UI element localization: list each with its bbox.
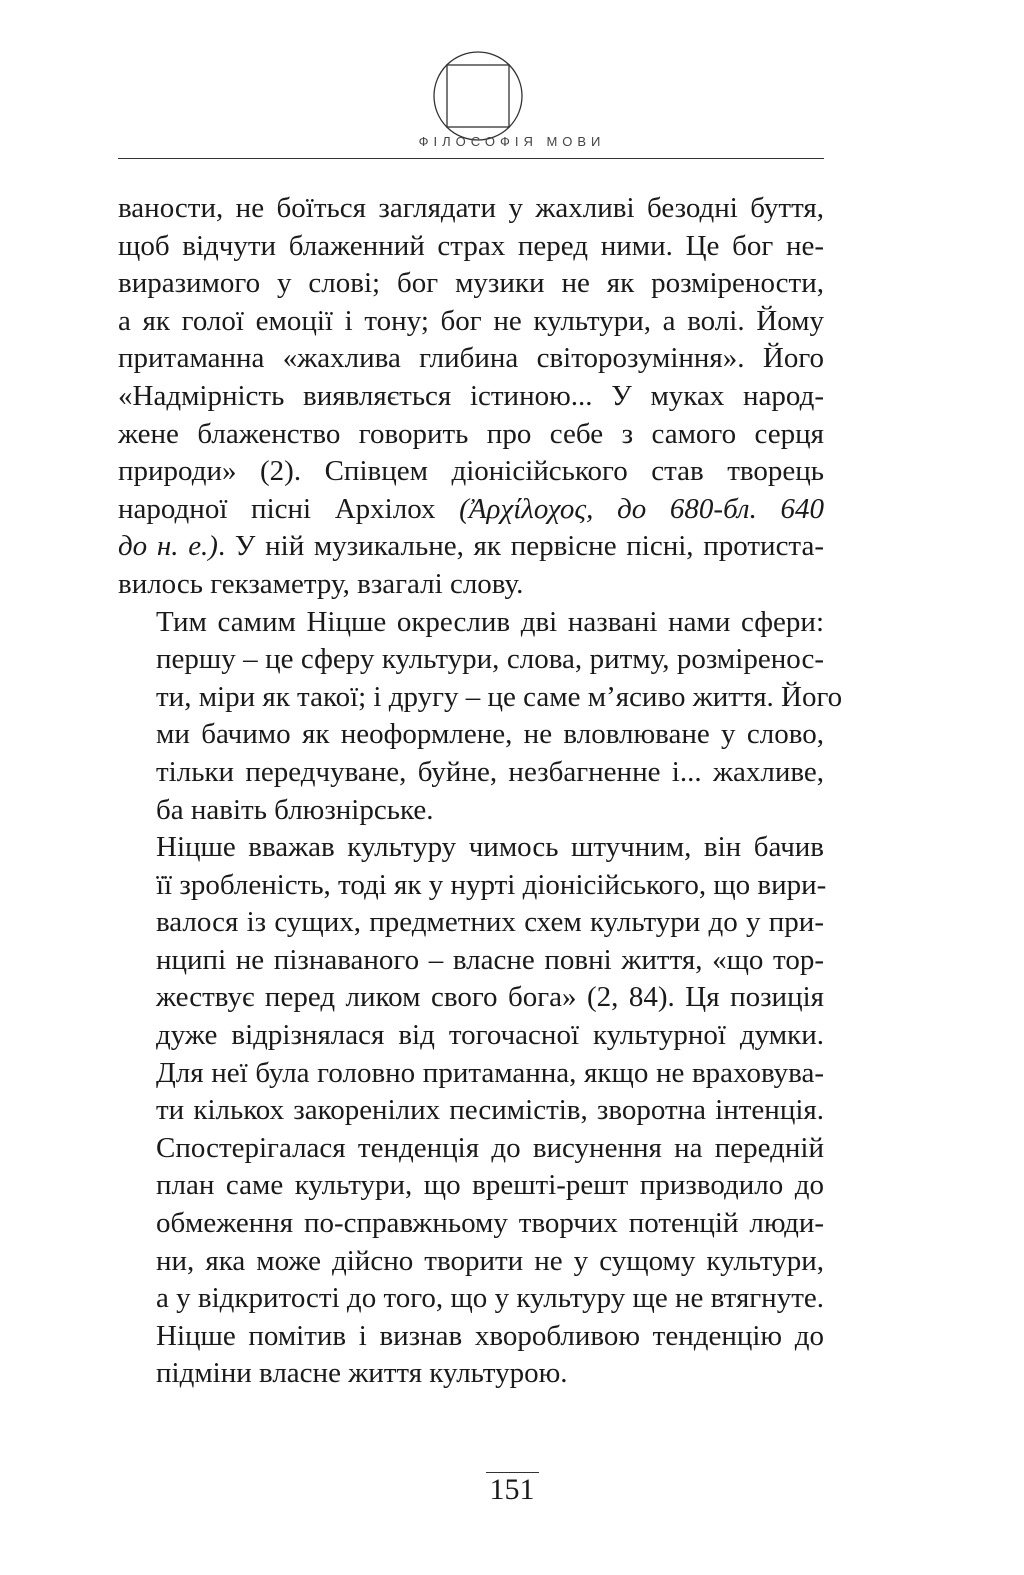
text-line: жествує перед ликом свого бога» (2, 84). Ця позиція bbox=[156, 981, 824, 1014]
text-line: валося із сущих, предметних схем культури до у при- bbox=[156, 906, 824, 939]
text-line: Тим самим Ніцше окреслив дві названі нами сфери: bbox=[156, 605, 824, 638]
text-line: дуже відрізнялася від тогочасної культурної думки. bbox=[156, 1019, 824, 1052]
text-line: підміни власне життя культурою. bbox=[156, 1357, 568, 1390]
paragraph-3 bbox=[118, 829, 827, 1393]
text-line: а у відкритості до того, що у культуру ще не втягнуте. bbox=[156, 1282, 824, 1315]
text-line: Ніцше вважав культуру чимось штучним, він бачив bbox=[156, 831, 824, 864]
paragraph-2 bbox=[118, 604, 843, 830]
text-line: притаманна «жахлива глибина світорозуміння». Його bbox=[118, 342, 824, 375]
text-line: щоб відчути блаженний страх перед ними. Це бог не- bbox=[118, 229, 824, 262]
text-line: план саме культури, що врешті-решт призводило до bbox=[156, 1169, 824, 1202]
page-number-value: 151 bbox=[486, 1472, 539, 1507]
text-line: виразимого у слові; бог музики не як розмірености, bbox=[118, 267, 824, 300]
text-line: тільки передчуване, буйне, незбагненне і... жахливе, bbox=[156, 755, 824, 788]
text-line: Для неї була головно притаманна, якщо не враховува- bbox=[156, 1056, 824, 1089]
running-head-title: ФІЛОСОФІЯ МОВИ bbox=[418, 134, 606, 149]
text-line: її зробленість, тоді як у нурті діонісійського, що вири- bbox=[156, 868, 827, 901]
page-number bbox=[0, 1472, 1024, 1507]
text-line: обмеження по-справжньому творчих потенцій люди- bbox=[156, 1207, 824, 1240]
text-line: першу – це сферу культури, слова, ритму, розміренос- bbox=[156, 643, 824, 676]
text-line: жене блаженство говорить про себе з самого серця bbox=[118, 417, 824, 450]
text-line: Ніцше помітив і визнав хворобливою тенденцію до bbox=[156, 1319, 824, 1352]
text-line: ти, міри як такої; і другу – це саме м’ясиво життя. Його bbox=[156, 680, 843, 713]
text-line: ни, яка може дійсно творити не у сущому культури, bbox=[156, 1244, 824, 1277]
circle-square-emblem-icon bbox=[432, 50, 524, 142]
text-line: природи» (2). Співцем діонісійського став творець bbox=[118, 455, 824, 488]
text-line: «Надмірність виявляється істиною... У муках народ- bbox=[118, 379, 824, 412]
header-rule bbox=[118, 158, 824, 159]
italic-citation: до н. е.) bbox=[118, 530, 218, 563]
text-line: Спостерігалася тенденція до висунення на передній bbox=[156, 1131, 824, 1164]
text-line: ти кількох закоренілих песимістів, зворотна інтенція. bbox=[156, 1094, 824, 1127]
text-line: ваности, не боїться заглядати у жахливі безодні буття, bbox=[118, 192, 824, 224]
text-fragment: . У ній музикальне, як первісне пісні, протиста- bbox=[217, 530, 824, 563]
body-text bbox=[118, 190, 843, 1393]
paragraph-1 bbox=[118, 190, 824, 604]
text-line bbox=[118, 528, 824, 566]
text-line: ми бачимо як неоформлене, не вловлюване у слово, bbox=[156, 718, 824, 751]
text-line: вилось гекзаметру, взагалі слову. bbox=[118, 567, 524, 600]
text-line bbox=[118, 491, 824, 529]
text-line: ба навіть блюзнірське. bbox=[156, 793, 434, 826]
text-fragment: народної пісні Архілох bbox=[118, 492, 460, 525]
text-line: а як голої емоції і тону; бог не культури, а волі. Йому bbox=[118, 304, 824, 337]
italic-citation: (Ἀρχίλοχος, до 680-бл. 640 bbox=[459, 492, 824, 525]
text-line: нципі не пізнаваного – власне повні життя, «що тор- bbox=[156, 943, 824, 976]
